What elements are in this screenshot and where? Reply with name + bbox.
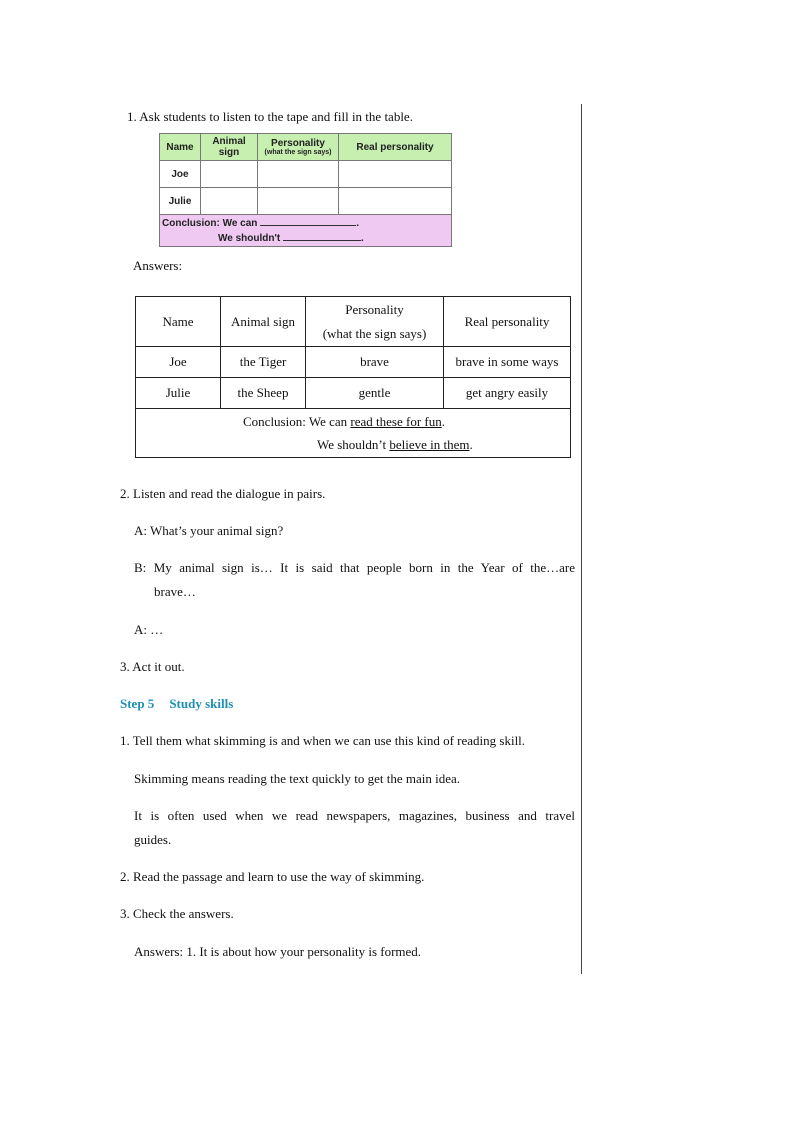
dialogue-b-line1: B: My animal sign is… It is said that people born in the Year of the…are — [134, 560, 575, 575]
skills-item-3: 3. Check the answers. — [120, 906, 234, 921]
right-margin-rule — [581, 104, 582, 974]
ans-cell-real-personality: get angry easily — [444, 378, 571, 409]
skills-paragraph-2-line2: guides. — [134, 832, 172, 847]
dialogue-b-line2: brave… — [154, 584, 196, 599]
ws-cell — [201, 188, 258, 215]
answer-underline: believe in them — [389, 437, 470, 452]
skills-item-1: 1. Tell them what skimming is and when we can use this kind of reading skill. — [120, 733, 526, 748]
item-2-instruction: 2. Listen and read the dialogue in pairs. — [120, 486, 326, 501]
answers-label: Answers: — [133, 258, 183, 273]
skills-paragraph-2-line1: It is often used when we read newspapers, magazines, business and travel — [134, 808, 575, 823]
ws-header-real-personality: Real personality — [339, 134, 452, 161]
worksheet-table — [159, 133, 452, 247]
item-3-instruction: 3. Act it out. — [120, 659, 185, 674]
step-heading: Step 5 Study skills — [120, 696, 234, 711]
ans-cell-animal-sign: the Tiger — [221, 347, 306, 378]
skills-paragraph-1: Skimming means reading the text quickly to get the main idea. — [134, 771, 461, 786]
ws-header-name: Name — [160, 134, 201, 161]
ws-cell — [201, 161, 258, 188]
skills-item-2: 2. Read the passage and learn to use the way of skimming. — [120, 869, 425, 884]
ans-header-personality: Personality (what the sign says) — [306, 297, 444, 347]
answer-underline: read these for fun — [350, 414, 442, 429]
ws-cell — [339, 161, 452, 188]
skills-answers: Answers: 1. It is about how your personality is formed. — [134, 944, 422, 959]
ans-cell-name: Julie — [136, 378, 221, 409]
ws-cell — [339, 188, 452, 215]
ans-cell-personality: brave — [306, 347, 444, 378]
dialogue-a1: A: What’s your animal sign? — [134, 523, 284, 538]
ans-header-name: Name — [136, 297, 221, 347]
ans-cell-name: Joe — [136, 347, 221, 378]
ws-header-personality: Personality (what the sign says) — [258, 134, 339, 161]
ans-cell-animal-sign: the Sheep — [221, 378, 306, 409]
ans-cell-real-personality: brave in some ways — [444, 347, 571, 378]
ans-cell-personality: gentle — [306, 378, 444, 409]
answer-table — [135, 296, 571, 458]
ans-header-real-personality: Real personality — [444, 297, 571, 347]
ans-header-animal-sign: Animal sign — [221, 297, 306, 347]
ws-cell — [258, 161, 339, 188]
ws-conclusion: Conclusion: We can . We shouldn't . — [160, 215, 452, 247]
ws-row-name: Julie — [160, 188, 201, 215]
item-1-instruction: 1. Ask students to listen to the tape and fill in the table. — [127, 109, 413, 124]
ws-row-name: Joe — [160, 161, 201, 188]
ans-conclusion: Conclusion: We can read these for fun. We shouldn’t believe in them. — [136, 409, 571, 458]
dialogue-a2: A: … — [134, 622, 164, 637]
ws-header-animal-sign: Animal sign — [201, 134, 258, 161]
ws-cell — [258, 188, 339, 215]
